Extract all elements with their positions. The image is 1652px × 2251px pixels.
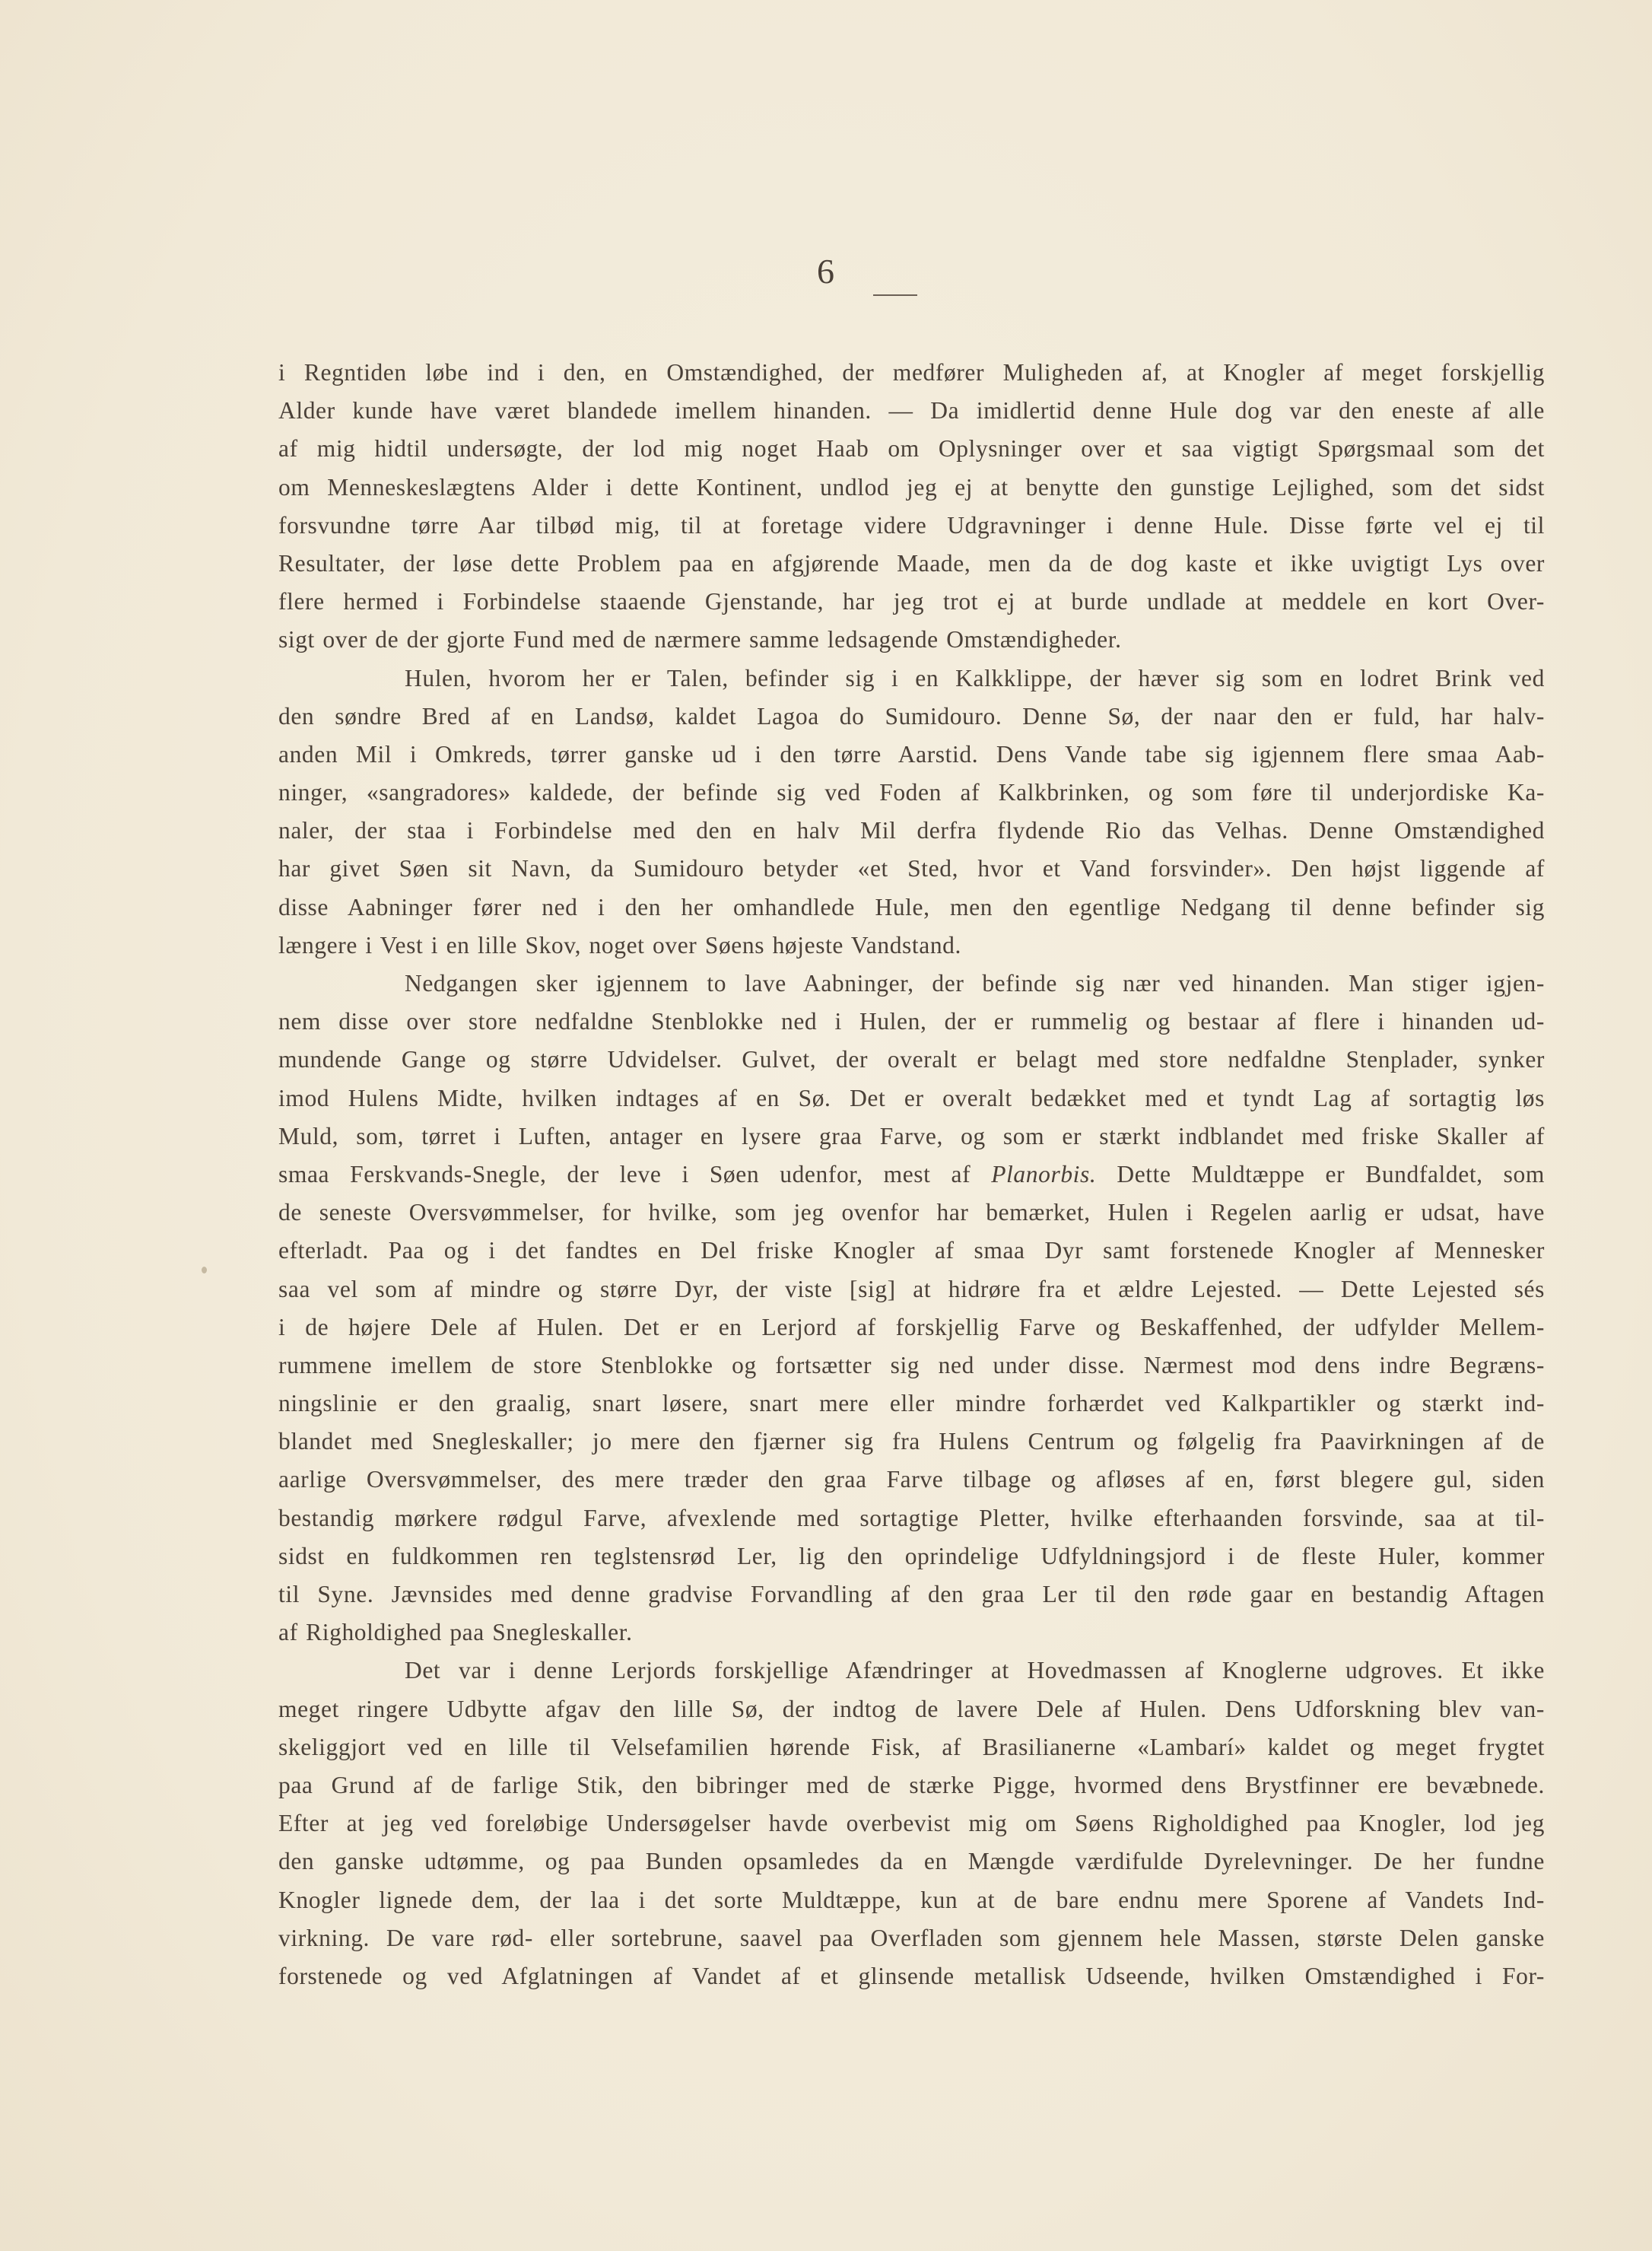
text-line: mundende Gange og større Udvidelser. Gulvet, der overalt er belagt med store nedfaldne Stenplader, synker (278, 1046, 1545, 1073)
text-line: den ganske udtømme, og paa Bunden opsamledes da en Mængde værdifulde Dyrelevninger. De her fundne (278, 1848, 1545, 1875)
text-line: Resultater, der løse dette Problem paa en afgjørende Maade, men da de dog kaste et ikke uvigtigt Lys over (278, 549, 1545, 577)
text-line: aarlige Oversvømmelser, des mere træder den graa Farve tilbage og afløses af en, først blegere gul, siden (278, 1466, 1545, 1493)
text-line: Muld, som, tørret i Luften, antager en lysere graa Farve, og som er stærkt indblandet med friske Skaller af (278, 1122, 1545, 1149)
body-text (278, 354, 1545, 1995)
text-segment: smaa Ferskvands-Snegle, der leve i Søen udenfor, mest af (278, 1160, 971, 1187)
text-line: Alder kunde have været blandede imellem hinanden. — Da imidlertid denne Hule dog var den eneste af alle (278, 397, 1545, 424)
text-line: anden Mil i Omkreds, tørrer ganske ud i den tørre Aarstid. Dens Vande tabe sig igjennem flere smaa Aab- (278, 740, 1545, 768)
text-line: disse Aabninger fører ned i den her omhandlede Hule, men den egentlige Nedgang til denne befinder sig (278, 893, 1545, 920)
italic-term: Planorbis. (991, 1160, 1097, 1187)
text-line: ningslinie er den graalig, snart løsere, snart mere eller mindre forhærdet ved Kalkpartikler og stærkt ind- (278, 1390, 1545, 1417)
text-line: imod Hulens Midte, hvilken indtages af en Sø. Det er overalt bedækket med et tyndt Lag af sortagtig løs (278, 1084, 1545, 1111)
text-line: længere i Vest i en lille Skov, noget over Søens højeste Vandstand. (278, 931, 962, 959)
text-line: forsvundne tørre Aar tilbød mig, til at foretage videre Udgravninger i denne Hule. Disse førte vel ej til (278, 511, 1545, 539)
text-line: i de højere Dele af Hulen. Det er en Lerjord af forskjellig Farve og Beskaffenhed, der udfylder Mellem- (278, 1313, 1545, 1340)
text-line: forstenede og ved Afglatningen af Vandet af et glinsende metallisk Udseende, hvilken Omstændighed i For- (278, 1962, 1545, 1989)
text-line: sigt over de der gjorte Fund med de nærmere samme ledsagende Omstændigheder. (278, 626, 1122, 653)
text-line: om Menneskeslægtens Alder i dette Kontinent, undlod jeg ej at benytte den gunstige Lejlighed, som det sidst (278, 473, 1545, 501)
text-line: af Righoldighed paa Snegleskaller. (278, 1619, 633, 1646)
page-number: 6 (817, 252, 835, 291)
text-line-with-italic (278, 1156, 1545, 1194)
text-line: i Regntiden løbe ind i den, en Omstændighed, der medfører Muligheden af, at Knogler af meget forskjellig (278, 359, 1545, 386)
text-line: blandet med Snegleskaller; jo mere den fjærner sig fra Hulens Centrum og følgelig fra Paavirkningen af de (278, 1428, 1545, 1455)
text-line: af mig hidtil undersøgte, der lod mig noget Haab om Oplysninger over et saa vigtigt Spørgsmaal som det (278, 435, 1545, 463)
text-line: bestandig mørkere rødgul Farve, afvexlende med sortagtige Pletter, hvilke efterhaanden forsvinde, saa at til- (278, 1504, 1545, 1531)
text-line: efterladt. Paa og i det fandtes en Del friske Knogler af smaa Dyr samt forstenede Knogler af Mennesker (278, 1237, 1545, 1264)
text-line: paa Grund af de farlige Stik, den bibringer med de stærke Pigge, hvormed dens Brystfinner ere bevæbnede. (278, 1771, 1545, 1798)
text-line: Det var i denne Lerjords forskjellige Afændringer at Hovedmassen af Knoglerne udgroves. Et ikke (405, 1657, 1545, 1684)
text-line: Knogler lignede dem, der laa i det sorte Muldtæppe, kun at de bare endnu mere Sporene af Vandets Ind- (278, 1886, 1545, 1913)
text-line: meget ringere Udbytte afgav den lille Sø, der indtog de lavere Dele af Hulen. Dens Udforskning blev van- (278, 1695, 1545, 1722)
text-line: skeliggjort ved en lille til Velsefamilien hørende Fisk, af Brasilianerne «Lambarí» kaldet og meget frygtet (278, 1733, 1545, 1760)
text-line: rummene imellem de store Stenblokke og fortsætter sig ned under disse. Nærmest mod dens indre Begræns- (278, 1351, 1545, 1378)
text-line: naler, der staa i Forbindelse med den en halv Mil derfra flydende Rio das Velhas. Denne Omstændighed (278, 817, 1545, 844)
page-number-underline (873, 294, 917, 296)
paper-blemish (202, 1267, 207, 1273)
text-line: nem disse over store nedfaldne Stenblokke ned i Hulen, der er rummelig og bestaar af flere i hinanden ud- (278, 1008, 1545, 1035)
text-line: Hulen, hvorom her er Talen, befinder sig i en Kalkklippe, der hæver sig som en lodret Brink ved (405, 664, 1545, 692)
text-line: sidst en fuldkommen ren teglstensrød Ler, lig den oprindelige Udfyldningsjord i de fleste Huler, kommer (278, 1542, 1545, 1569)
text-line: flere hermed i Forbindelse staaende Gjenstande, har jeg trot ej at burde undlade at meddele en kort Over- (278, 588, 1545, 615)
text-line: Efter at jeg ved foreløbige Undersøgelser havde overbevist mig om Søens Righoldighed paa Knogler, lod jeg (278, 1810, 1545, 1837)
text-segment: Dette Muldtæppe er Bundfaldet, som (1117, 1160, 1545, 1187)
text-line: ninger, «sangradores» kaldede, der befinde sig ved Foden af Kalkbrinken, og som føre til underjordiske Ka- (278, 779, 1545, 806)
text-line: den søndre Bred af en Landsø, kaldet Lagoa do Sumidouro. Denne Sø, der naar den er fuld, har halv- (278, 702, 1545, 730)
text-line: virkning. De vare rød- eller sortebrune, saavel paa Overfladen som gjennem hele Massen, største Delen ganske (278, 1924, 1545, 1951)
text-line: Nedgangen sker igjennem to lave Aabninger, der befinde sig nær ved hinanden. Man stiger igjen- (405, 970, 1545, 997)
text-line: de seneste Oversvømmelser, for hvilke, som jeg ovenfor har bemærket, Hulen i Regelen aarlig er udsat, have (278, 1199, 1545, 1226)
text-line: til Syne. Jævnsides med denne gradvise Forvandling af den graa Ler til den røde gaar en bestandig Aftagen (278, 1581, 1545, 1607)
text-line: har givet Søen sit Navn, da Sumidouro betyder «et Sted, hvor et Vand forsvinder». Den højst liggende af (278, 855, 1545, 882)
text-line: saa vel som af mindre og større Dyr, der viste [sig] at hidrøre fra et ældre Lejested. — Dette Lejested sés (278, 1275, 1545, 1302)
